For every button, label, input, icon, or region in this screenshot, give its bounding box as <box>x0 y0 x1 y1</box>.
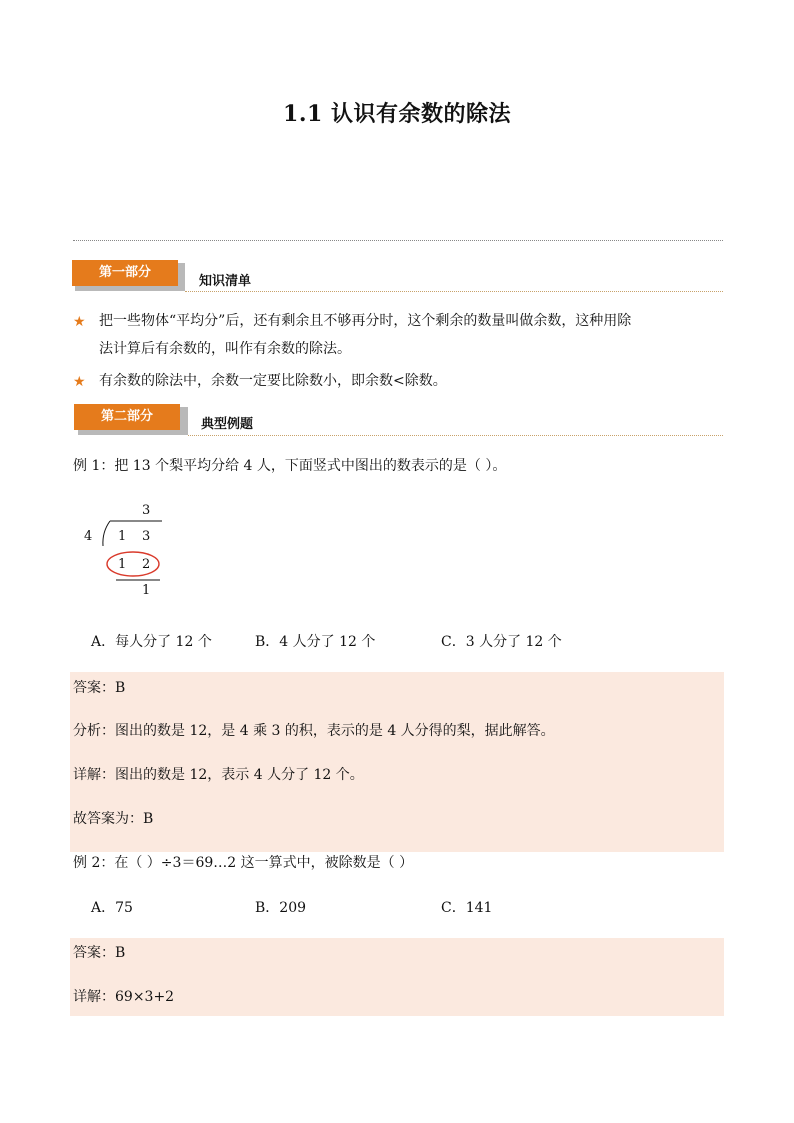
example2-detail: 详解：69×3+2 <box>73 989 175 1005</box>
remainder-digit: 1 <box>142 583 151 598</box>
section-rule-part1 <box>185 291 723 292</box>
knowledge-item-1-line1: 把一些物体“平均分”后，还有剩余且不够再分时，这个剩余的数量叫做余数，这种用除 <box>99 313 632 329</box>
title-divider <box>73 240 723 241</box>
example2-answer: 答案：B <box>73 945 126 961</box>
example1-answer: 答案：B <box>73 680 126 696</box>
example1-analysis: 分析：图出的数是 12，是 4 乘 3 的积，表示的是 4 人分得的梨，据此解答。 <box>73 723 555 739</box>
example1-conclusion: 故答案为：B <box>73 811 154 827</box>
star-icon: ★ <box>73 374 86 390</box>
section-label-part2: 典型例题 <box>201 417 254 432</box>
example1-option-b: B．4 人分了 12 个 <box>255 634 376 650</box>
example2-option-a: A．75 <box>91 900 133 916</box>
knowledge-item-2: 有余数的除法中，余数一定要比除数小，即余数<除数。 <box>99 373 447 389</box>
section-label-part1: 知识清单 <box>199 274 252 289</box>
example1-detail: 详解：图出的数是 12，表示 4 人分了 12 个。 <box>73 767 364 783</box>
knowledge-item-1 <box>99 307 729 363</box>
section-tab-part1: 第一部分 <box>72 260 178 286</box>
section-rule-part2 <box>188 435 723 436</box>
example1-question: 例 1：把 13 个梨平均分给 4 人，下面竖式中图出的数表示的是（ ）。 <box>73 458 507 474</box>
dividend-digit-2: 3 <box>142 529 151 544</box>
star-icon: ★ <box>73 314 86 330</box>
page-title: 1.1 认识有余数的除法 <box>283 101 511 127</box>
product-digit-2: 2 <box>142 557 151 572</box>
example2-option-c: C．141 <box>441 900 493 916</box>
dividend-digit-1: 1 <box>118 529 127 544</box>
highlight-circle <box>107 552 159 576</box>
knowledge-item-1-line2: 法计算后有余数的，叫作有余数的除法。 <box>99 341 351 357</box>
example1-option-a: A．每人分了 12 个 <box>91 634 212 650</box>
example1-answer-box <box>70 672 724 852</box>
example1-option-c: C．3 人分了 12 个 <box>441 634 562 650</box>
quotient-digit: 3 <box>142 503 151 518</box>
long-division <box>80 500 180 610</box>
product-digit-1: 1 <box>118 557 127 572</box>
divisor-digit: 4 <box>84 529 93 544</box>
example2-option-b: B．209 <box>255 900 307 916</box>
example2-question: 例 2：在（ ）÷3＝69…2 这一算式中，被除数是（ ） <box>73 855 414 871</box>
division-bracket-curve <box>103 521 110 546</box>
section-tab-part2: 第二部分 <box>74 404 180 430</box>
long-division-diagram <box>80 500 180 610</box>
